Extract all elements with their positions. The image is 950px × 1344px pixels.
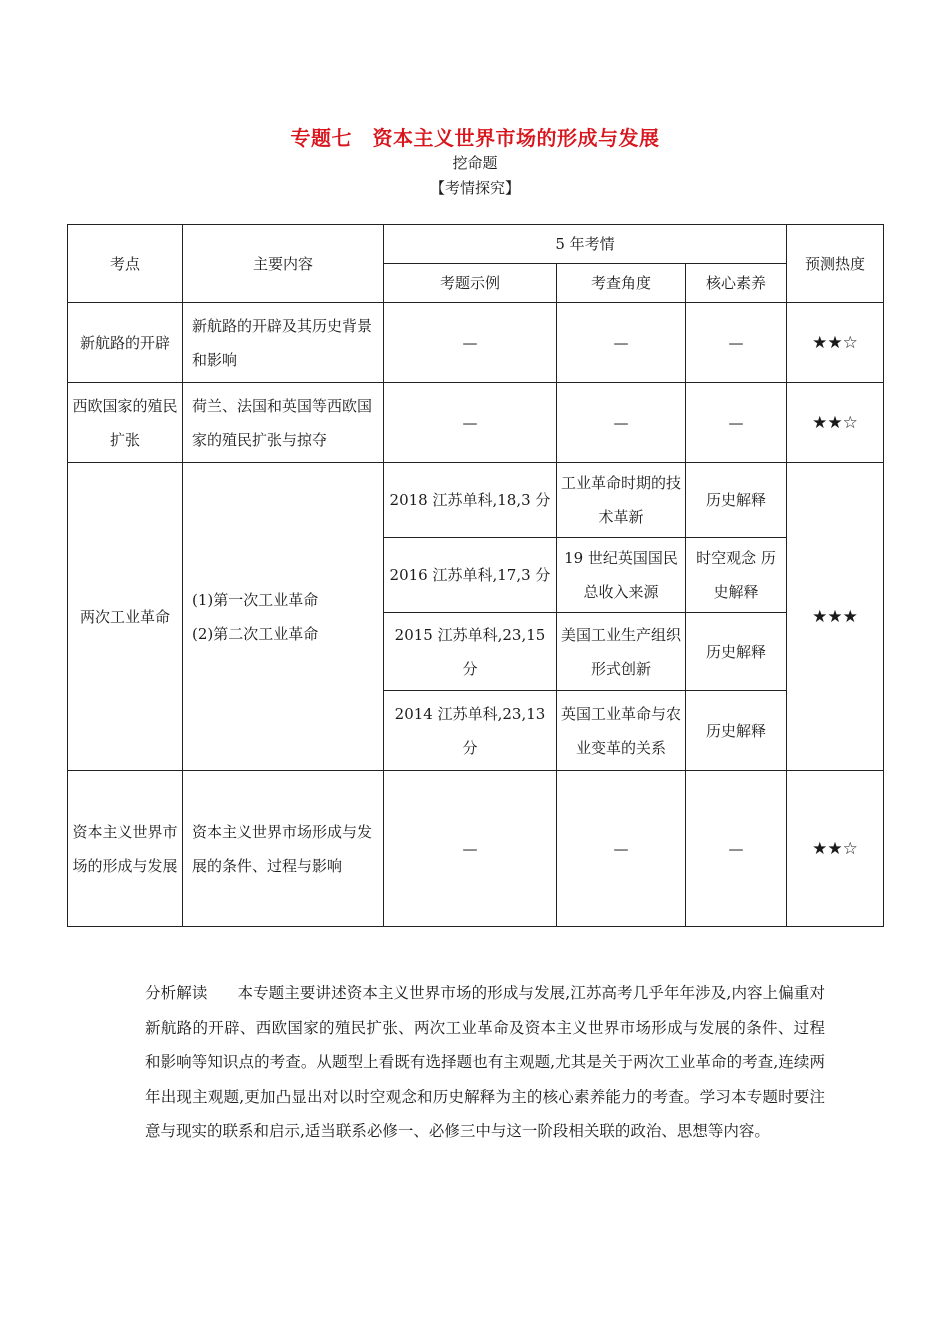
heat-stars: ★★☆ — [787, 771, 884, 927]
cell-example: 2015 江苏单科,23,15 分 — [384, 613, 557, 691]
cell-example: 2014 江苏单科,23,13 分 — [384, 691, 557, 771]
cell-literacy: — — [686, 771, 787, 927]
table-header-row — [68, 225, 884, 264]
cell-point: 西欧国家的殖民扩张 — [68, 383, 183, 463]
cell-content: 荷兰、法国和英国等西欧国家的殖民扩张与掠夺 — [183, 383, 384, 463]
section-heading: 【考情探究】 — [429, 179, 520, 197]
heat-stars: ★★★ — [787, 463, 884, 771]
header-heat: 预测热度 — [787, 225, 884, 303]
cell-angle: 英国工业革命与农业变革的关系 — [557, 691, 686, 771]
header-point: 考点 — [68, 225, 183, 303]
header-angle: 考查角度 — [557, 264, 686, 303]
cell-content: 新航路的开辟及其历史背景和影响 — [183, 303, 384, 383]
heat-stars: ★★☆ — [787, 383, 884, 463]
cell-example: 2016 江苏单科,17,3 分 — [384, 538, 557, 613]
page-title: 专题七 资本主义世界市场的形成与发展 — [290, 126, 660, 150]
table-row — [68, 303, 884, 383]
cell-example: 2018 江苏单科,18,3 分 — [384, 463, 557, 538]
cell-angle: 美国工业生产组织形式创新 — [557, 613, 686, 691]
cell-content: 资本主义世界市场形成与发展的条件、过程与影响 — [183, 771, 384, 927]
cell-point: 资本主义世界市场的形成与发展 — [68, 771, 183, 927]
header-content: 主要内容 — [183, 225, 384, 303]
cell-literacy: — — [686, 303, 787, 383]
content-line: (2)第二次工业革命 — [192, 624, 319, 643]
header-example: 考题示例 — [384, 264, 557, 303]
cell-example: — — [384, 383, 557, 463]
cell-example: — — [384, 771, 557, 927]
cell-point: 两次工业革命 — [68, 463, 183, 771]
cell-literacy: 历史解释 — [686, 691, 787, 771]
cell-example: — — [384, 303, 557, 383]
cell-angle: — — [557, 771, 686, 927]
cell-literacy: 时空观念 历史解释 — [686, 538, 787, 613]
cell-point: 新航路的开辟 — [68, 303, 183, 383]
subtitle: 挖命题 — [452, 154, 498, 172]
cell-literacy: — — [686, 383, 787, 463]
exam-analysis-table — [67, 224, 884, 927]
analysis-label: 分析解读 — [145, 984, 208, 1002]
cell-literacy: 历史解释 — [686, 613, 787, 691]
header-five-year: 5 年考情 — [384, 225, 787, 264]
content-line: (1)第一次工业革命 — [192, 590, 319, 609]
table-row — [68, 463, 884, 538]
table-row — [68, 771, 884, 927]
header-literacy: 核心素养 — [686, 264, 787, 303]
cell-angle: — — [557, 303, 686, 383]
analysis-paragraph — [145, 976, 825, 1149]
cell-content — [183, 463, 384, 771]
table-row — [68, 383, 884, 463]
cell-angle: 19 世纪英国国民总收入来源 — [557, 538, 686, 613]
cell-angle: 工业革命时期的技术革新 — [557, 463, 686, 538]
cell-literacy: 历史解释 — [686, 463, 787, 538]
cell-angle: — — [557, 383, 686, 463]
analysis-text: 本专题主要讲述资本主义世界市场的形成与发展,江苏高考几乎年年涉及,内容上偏重对新航路的开辟、西欧国家的殖民扩张、两次工业革命及资本主义世界市场形成与发展的条件、过程和影响等知识点的考查。从题型上看既有选择题也有主观题,尤其是关于两次工业革命的考查,连续两年出现主观题,更加凸显出对以时空观念和历史解释为主的核心素养能力的考查。学习本专题时要注意与现实的联系和启示,适当联系必修一、必修三中与这一阶段相关联的政治、思想等内容。 — [145, 984, 825, 1140]
heat-stars: ★★☆ — [787, 303, 884, 383]
